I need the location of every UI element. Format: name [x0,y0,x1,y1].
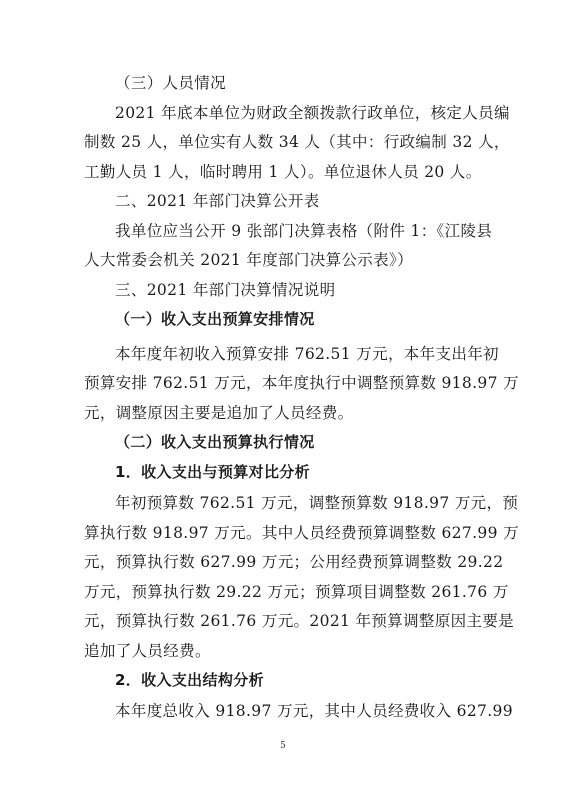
paragraph-line: 年初预算数 762.51 万元，调整预算数 918.97 万元，预 [115,494,519,512]
paragraph-line: 工勤人员 1 人，临时聘用 1 人）。单位退休人员 20 人。 [84,163,482,181]
paragraph-line: 追加了人员经费。 [84,642,211,660]
paragraph-line: 制数 25 人，单位实有人数 34 人（其中：行政编制 32 人， [84,133,510,151]
heading-personnel: （三）人员情况 [115,74,226,92]
subheading-structure-analysis: 2．收入支出结构分析 [115,671,264,689]
section-heading-2: 二、2021 年部门决算公开表 [115,192,320,210]
paragraph-line: 元，预算执行数 261.76 万元。2021 年预算调整原因主要是 [84,612,515,630]
subheading-budget-arrangement: （一）收入支出预算安排情况 [115,310,315,328]
paragraph-line: 元，预算执行数 627.99 万元；公用经费预算调整数 29.22 [84,553,504,571]
paragraph-line: 算执行数 918.97 万元。其中人员经费预算调整数 627.99 万 [84,524,519,542]
paragraph-line: 本年度年初收入预算安排 762.51 万元，本年支出年初 [115,345,499,363]
paragraph-line: 预算安排 762.51 万元，本年度执行中调整预算数 918.97 万 [84,374,519,392]
paragraph-line: 元，调整原因主要是追加了人员经费。 [84,404,354,422]
subheading-budget-execution: （二）收入支出预算执行情况 [115,433,315,451]
page-number: 5 [280,741,286,751]
paragraph-line: 本年度总收入 918.97 万元，其中人员经费收入 627.99 [115,702,513,720]
subheading-comparison-analysis: 1．收入支出与预算对比分析 [115,463,310,481]
paragraph-line: 万元，预算执行数 29.22 万元；预算项目调整数 261.76 万 [84,583,509,601]
paragraph-line: 人大常委会机关 2021 年度部门决算公示表》） [84,251,413,269]
section-heading-3: 三、2021 年部门决算情况说明 [115,281,336,299]
paragraph-line: 2021 年底本单位为财政全额拨款行政单位，核定人员编 [115,104,510,122]
paragraph-line: 我单位应当公开 9 张部门决算表格（附件 1：《江陵县 [115,222,493,240]
